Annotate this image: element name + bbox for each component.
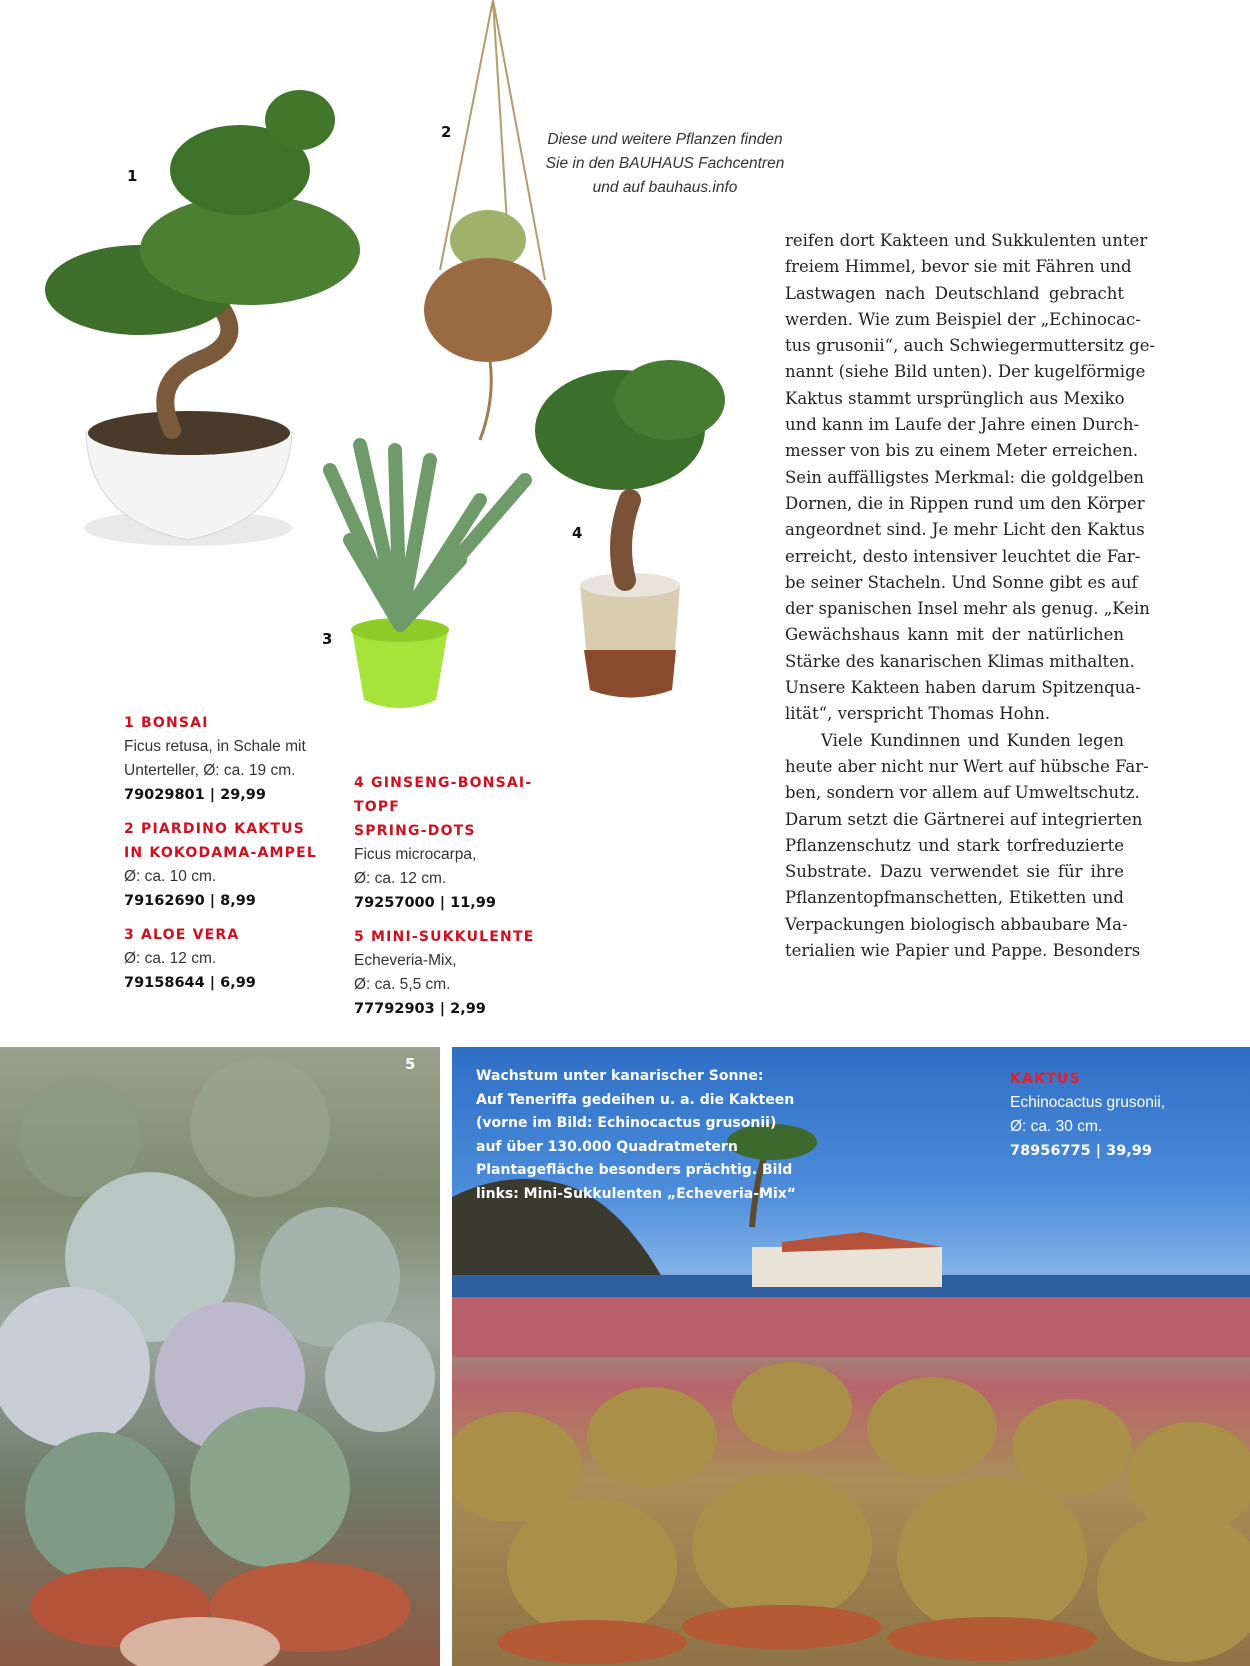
ginseng-bonsai-image: [535, 360, 725, 698]
body-line: Lastwagen nach Deutschland gebracht: [785, 283, 1124, 303]
product-title: 1 BONSAI: [124, 715, 209, 731]
aloe-image: [330, 445, 525, 708]
product-desc: Ø: ca. 10 cm.: [124, 868, 217, 885]
product-price: 79158644 | 6,99: [124, 975, 256, 991]
body-line: freiem Himmel, bevor sie mit Fähren und: [785, 257, 1132, 277]
product-desc: Ø: ca. 5,5 cm.: [354, 976, 451, 993]
kokedama-image: [424, 0, 552, 440]
body-line: Viele Kundinnen und Kunden legen: [821, 730, 1124, 750]
body-line: reifen dort Kakteen und Sukkulenten unter: [785, 231, 1148, 250]
product-bonsai: [124, 711, 334, 807]
intro-line: Diese und weitere Pflanzen finden: [547, 131, 783, 148]
body-line: Darum setzt die Gärtnerei auf integrierten: [785, 809, 1143, 829]
product-desc: Ficus retusa, in Schale mit: [124, 738, 306, 755]
product-number-5: 5: [405, 1055, 416, 1073]
photo-caption: [476, 1065, 796, 1206]
caption-line: links: Mini-Sukkulenten „Echeveria-Mix“: [476, 1185, 796, 1202]
body-line: der spanischen Insel mehr als genug. „Kein: [785, 599, 1150, 619]
intro-caption: [540, 128, 790, 200]
product-desc: Unterteller, Ø: ca. 19 cm.: [124, 762, 296, 779]
caption-line: auf über 130.000 Quadratmetern: [476, 1138, 738, 1155]
intro-line: Sie in den BAUHAUS Fachcentren: [545, 155, 785, 172]
product-mini-sukkulente: [354, 925, 574, 1021]
product-number-3: 3: [322, 630, 333, 648]
product-title: 2 PIARDINO KAKTUS: [124, 821, 305, 837]
body-line: messer von bis zu einem Meter erreichen.: [785, 441, 1139, 461]
body-line: Gewächshaus kann mit der natürlichen: [785, 625, 1124, 645]
caption-line: Auf Teneriffa gedeihen u. a. die Kakteen: [476, 1091, 795, 1108]
product-desc: Ø: ca. 30 cm.: [1010, 1118, 1103, 1135]
body-line: Pflanzentopfmanschetten, Etiketten und: [785, 888, 1124, 908]
product-title: IN KOKODAMA-AMPEL: [124, 845, 317, 861]
product-price: 79257000 | 11,99: [354, 895, 496, 911]
product-desc: Echeveria-Mix,: [354, 952, 457, 969]
body-line: werden. Wie zum Beispiel der „Echinocac-: [785, 309, 1141, 329]
product-aloe-vera: [124, 923, 334, 995]
body-line: Substrate. Dazu verwendet sie für ihre: [785, 862, 1124, 882]
product-title: 3 ALOE VERA: [124, 927, 240, 943]
product-price: 77792903 | 2,99: [354, 1001, 486, 1017]
product-title: KAKTUS: [1010, 1071, 1081, 1087]
body-line: erreicht, desto intensiver leuchtet die Far-: [785, 546, 1141, 566]
caption-line: Plantagefläche besonders prächtig. Bild: [476, 1162, 793, 1178]
body-line: Sein auffälligstes Merkmal: die goldgelben: [785, 467, 1145, 487]
body-line: Dornen, die in Rippen rund um den Körper: [785, 493, 1145, 513]
body-line: ben, sondern vor allem auf Umweltschutz.: [785, 783, 1140, 803]
product-kaktus-kokodama: [124, 817, 334, 913]
product-list-right: [354, 771, 574, 1031]
succulents-photo: [0, 1047, 440, 1666]
body-line: lität“, verspricht Thomas Hohn.: [785, 704, 1051, 724]
body-line: terialien wie Papier und Pappe. Besonders: [785, 941, 1141, 961]
succulents-illustration: [0, 1047, 440, 1666]
body-line: tus grusonii“, auch Schwiegermuttersitz ge-: [785, 336, 1156, 356]
product-desc: Ø: ca. 12 cm.: [124, 950, 217, 967]
product-title: 5 MINI-SUKKULENTE: [354, 929, 535, 945]
product-ginseng-bonsai: [354, 771, 574, 915]
product-number-4: 4: [572, 524, 583, 542]
product-list-left: [124, 711, 334, 1005]
body-line: Stärke des kanarischen Klimas mithalten.: [785, 651, 1135, 671]
bonsai-image: [45, 90, 360, 546]
intro-line: und auf bauhaus.info: [592, 179, 738, 196]
caption-line: (vorne im Bild: Echinocactus grusonii): [476, 1115, 777, 1131]
body-line: angeordnet sind. Je mehr Licht den Kaktus: [785, 520, 1145, 540]
product-title: SPRING-DOTS: [354, 823, 476, 839]
body-line: Kaktus stammt ursprünglich aus Mexiko: [785, 388, 1125, 408]
product-number-2: 2: [441, 123, 452, 141]
product-title: 4 GINSENG-BONSAI-TOPF: [354, 775, 533, 815]
body-line: Pflanzenschutz und stark torfreduzierte: [785, 835, 1124, 855]
body-line: heute aber nicht nur Wert auf hübsche Far-: [785, 756, 1149, 776]
product-price: 78956775 | 39,99: [1010, 1143, 1152, 1159]
product-price: 79029801 | 29,99: [124, 787, 266, 803]
body-line: nannt (siehe Bild unten). Der kugelförmige: [785, 362, 1146, 382]
body-line: be seiner Stacheln. Und Sonne gibt es auf: [785, 572, 1138, 592]
body-line: Verpackungen biologisch abbaubare Ma-: [785, 914, 1128, 934]
product-desc: Echinocactus grusonii,: [1010, 1094, 1166, 1111]
product-price: 79162690 | 8,99: [124, 893, 256, 909]
product-desc: Ø: ca. 12 cm.: [354, 870, 447, 887]
body-line: und kann im Laufe der Jahre einen Durch-: [785, 415, 1140, 435]
article-body: [785, 228, 1156, 964]
product-kaktus: [1010, 1067, 1230, 1163]
body-line: Unsere Kakteen haben darum Spitzenqua-: [785, 678, 1141, 698]
caption-line: Wachstum unter kanarischer Sonne:: [476, 1068, 764, 1084]
product-desc: Ficus microcarpa,: [354, 846, 477, 863]
product-number-1: 1: [127, 167, 138, 185]
